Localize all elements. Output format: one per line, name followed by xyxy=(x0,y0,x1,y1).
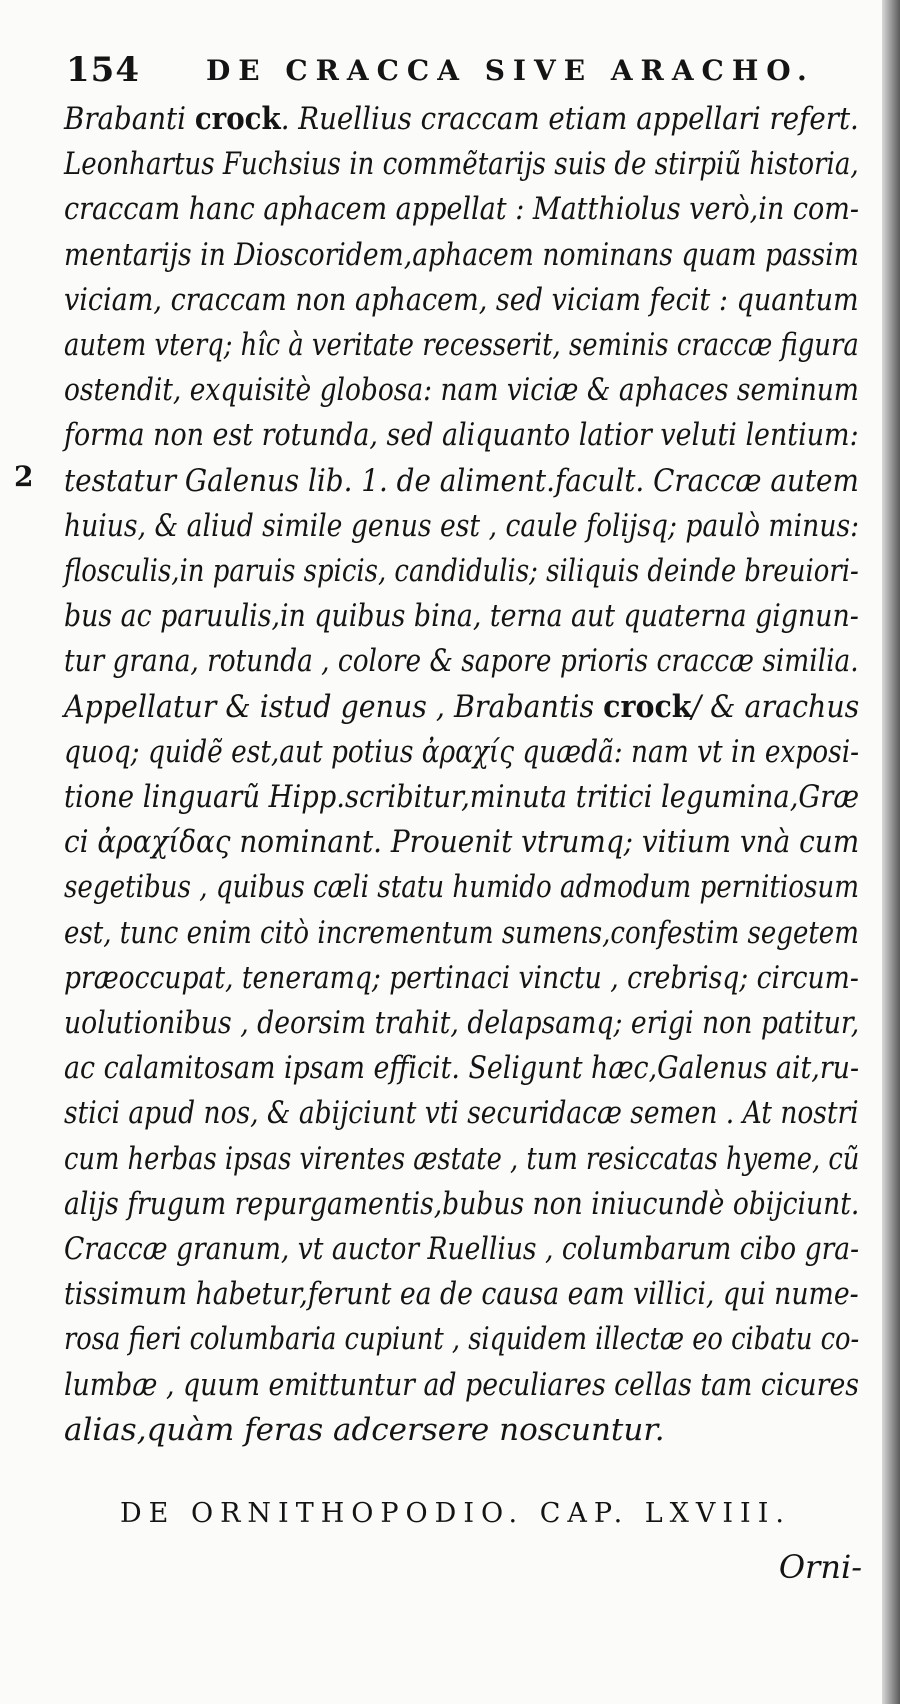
gothic-word: crock xyxy=(194,101,281,137)
text-segment: ostendit, exquisitè globosa: nam viciæ & aphaces seminum xyxy=(64,372,859,409)
text-segment: craccam hanc aphacem appellat : Matthiolus verò,in com- xyxy=(64,191,860,228)
text-segment: tur grana, rotunda , colore & sapore prioris craccæ similia. xyxy=(64,643,859,680)
text-segment: forma non est rotunda, sed aliquanto latior veluti lentium: xyxy=(64,417,859,454)
text-segment: cum herbas ipsas virentes æstate , tum resiccatas hyeme, cũ xyxy=(64,1140,860,1177)
text-line xyxy=(64,1136,859,1182)
text-line xyxy=(64,548,859,594)
text-line xyxy=(64,458,859,504)
text-line xyxy=(64,322,859,368)
text-line xyxy=(64,277,859,323)
text-segment: segetibus , quibus cæli statu humido admodum pernitiosum xyxy=(64,869,860,906)
text-line xyxy=(64,684,859,730)
page-header xyxy=(66,44,826,94)
text-line xyxy=(64,1090,859,1136)
text-line xyxy=(64,638,859,684)
text-segment: rosa fieri columbaria cupiunt , siquidem illectæ eo cibatu co- xyxy=(64,1321,860,1358)
text-segment: tione linguarũ Hipp.scribitur,minuta tritici legumina,Græ xyxy=(64,779,860,815)
text-line xyxy=(64,1271,859,1317)
text-segment: est, tunc enim citò incrementum sumens,confestim segetem xyxy=(64,914,859,951)
text-line xyxy=(64,819,859,865)
text-line xyxy=(64,1181,859,1227)
body-text xyxy=(64,96,864,1456)
text-segment: alias,quàm feras adcersere noscuntur. xyxy=(64,1411,665,1448)
text-segment: lumbæ , quum emittuntur ad peculiares cellas tam cicures xyxy=(64,1366,860,1403)
text-line xyxy=(64,503,859,549)
text-segment: ci ἀραχίδας nominant. Prouenit vtrumq; vitium vnà cum xyxy=(64,824,860,861)
text-segment: Leonhartus Fuchsius in commẽtarijs suis de stirpiũ historia, xyxy=(64,146,859,183)
text-segment: / & arachus xyxy=(691,688,860,725)
text-segment: tissimum habetur,ferunt ea de causa eam villici, qui nume- xyxy=(64,1276,859,1313)
text-segment: quoq; quidẽ est,aut potius ἀραχίς quædã: nam vt in exposi- xyxy=(64,733,860,770)
text-segment: Appellatur & istud genus , Brabantis xyxy=(64,688,604,725)
margin-note: 2 xyxy=(14,460,34,493)
catchword: Orni- xyxy=(778,1548,862,1586)
text-line xyxy=(64,412,859,458)
text-line xyxy=(64,1316,859,1362)
gothic-word: crock xyxy=(603,688,692,725)
text-line xyxy=(64,141,859,187)
text-line xyxy=(64,1407,665,1453)
text-line xyxy=(64,186,859,232)
page-number: 154 xyxy=(66,50,140,90)
text-segment: bus ac paruulis,in quibus bina, terna aut quaterna gignun- xyxy=(64,598,859,635)
text-segment: uolutionibus , deorsim trahit, delapsamq; erigi non patitur, xyxy=(64,1005,860,1041)
text-line xyxy=(64,1045,859,1091)
text-segment: autem vterq; hîc à veritate recesserit, seminis craccæ figura xyxy=(64,327,859,363)
page-gutter-shadow xyxy=(882,0,900,1704)
text-line xyxy=(64,955,859,1001)
text-segment: flosculis,in paruis spicis, candidulis; siliquis deinde breuiori- xyxy=(64,553,859,589)
text-segment: testatur Galenus lib. 1. de aliment.facult. Craccæ autem xyxy=(64,462,859,499)
text-line xyxy=(64,729,859,775)
text-segment: stici apud nos, & abijciunt vti securidacæ semen . At nostri xyxy=(64,1095,859,1132)
text-line xyxy=(64,1226,859,1272)
text-line xyxy=(64,774,859,820)
text-line xyxy=(64,910,859,956)
text-segment: præoccupat, teneramq; pertinaci vinctu , crebrisq; circum- xyxy=(64,959,859,996)
running-title: DE CRACCA SIVE ARACHO. xyxy=(206,54,815,87)
text-segment: ac calamitosam ipsam efficit. Seligunt hæc,Galenus ait,ru- xyxy=(64,1050,860,1087)
text-line xyxy=(64,367,859,413)
text-segment: Craccæ granum, vt auctor Ruellius , columbarum cibo gra- xyxy=(64,1231,860,1267)
text-segment: alijs frugum repurgamentis,bubus non iniucundè obijciunt. xyxy=(64,1185,860,1222)
text-segment: mentarijs in Dioscoridem,aphacem nominans quam passim xyxy=(64,236,859,273)
text-line xyxy=(64,1000,859,1046)
text-line xyxy=(64,864,859,910)
text-line xyxy=(64,1362,859,1408)
chapter-heading: DE ORNITHOPODIO. CAP. LXVIII. xyxy=(120,1498,791,1529)
text-line xyxy=(64,232,859,278)
text-segment: viciam, craccam non aphacem, sed viciam fecit : quantum xyxy=(64,281,859,318)
text-line xyxy=(64,593,859,639)
text-segment: huius, & aliud simile genus est , caule folijsq; paulò minus: xyxy=(64,507,860,544)
text-line xyxy=(64,96,859,142)
text-segment: Brabanti xyxy=(64,101,195,137)
text-segment: . Ruellius craccam etiam appellari refert. xyxy=(280,101,859,137)
